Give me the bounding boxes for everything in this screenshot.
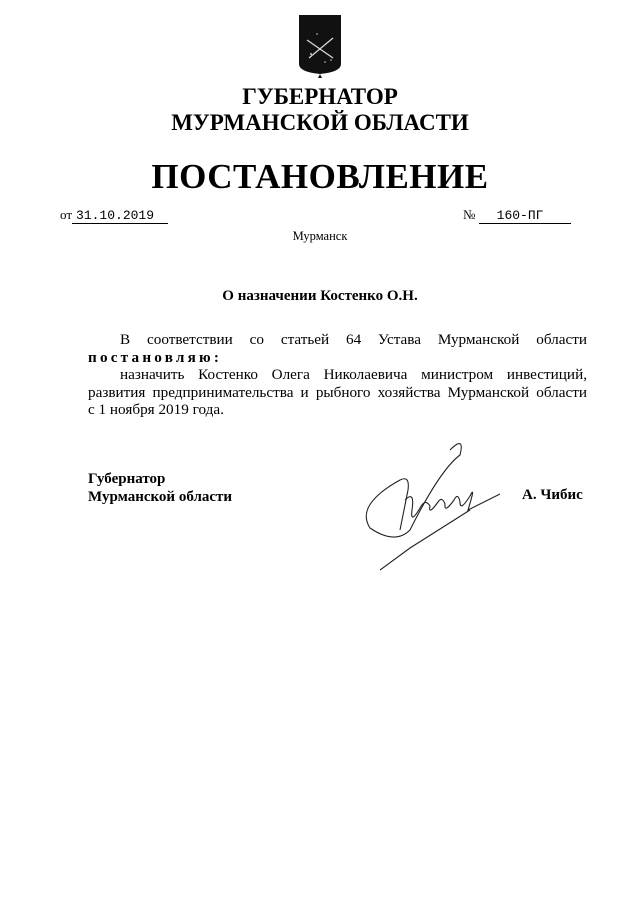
coat-of-arms-icon (297, 14, 343, 78)
number-value: 160-ПГ (479, 209, 571, 224)
signatory-position (88, 470, 232, 506)
authority-line2: МУРМАНСКОЙ ОБЛАСТИ (171, 110, 469, 135)
date-prefix: от (60, 207, 73, 222)
document-title: О назначении Костенко О.Н. (222, 288, 418, 304)
body-line: назначить Костенко Олега Николаевича министром инвестиций, (120, 366, 587, 384)
position-line2: Мурманской области (88, 489, 233, 505)
city: Мурманск (292, 229, 348, 243)
handwritten-signature (330, 430, 530, 580)
authority-line1: ГУБЕРНАТОР (242, 84, 398, 109)
document-type: ПОСТАНОВЛЕНИЕ (151, 157, 489, 196)
body-line: развития предпринимательства и рыбного хозяйства Мурманской области (88, 383, 587, 401)
body-line: В соответствии со статьей 64 Устава Мурманской области (120, 331, 587, 348)
document-body (88, 331, 587, 419)
position-line1: Губернатор (88, 471, 166, 487)
date-field (60, 207, 168, 224)
number-prefix: № (463, 207, 476, 222)
signatory-name: А. Чибис (522, 487, 583, 503)
decree-word: постановляю: (88, 348, 223, 366)
number-field (463, 207, 571, 224)
date-value: 31.10.2019 (72, 209, 168, 224)
body-line: с 1 ноября 2019 года. (88, 401, 224, 419)
